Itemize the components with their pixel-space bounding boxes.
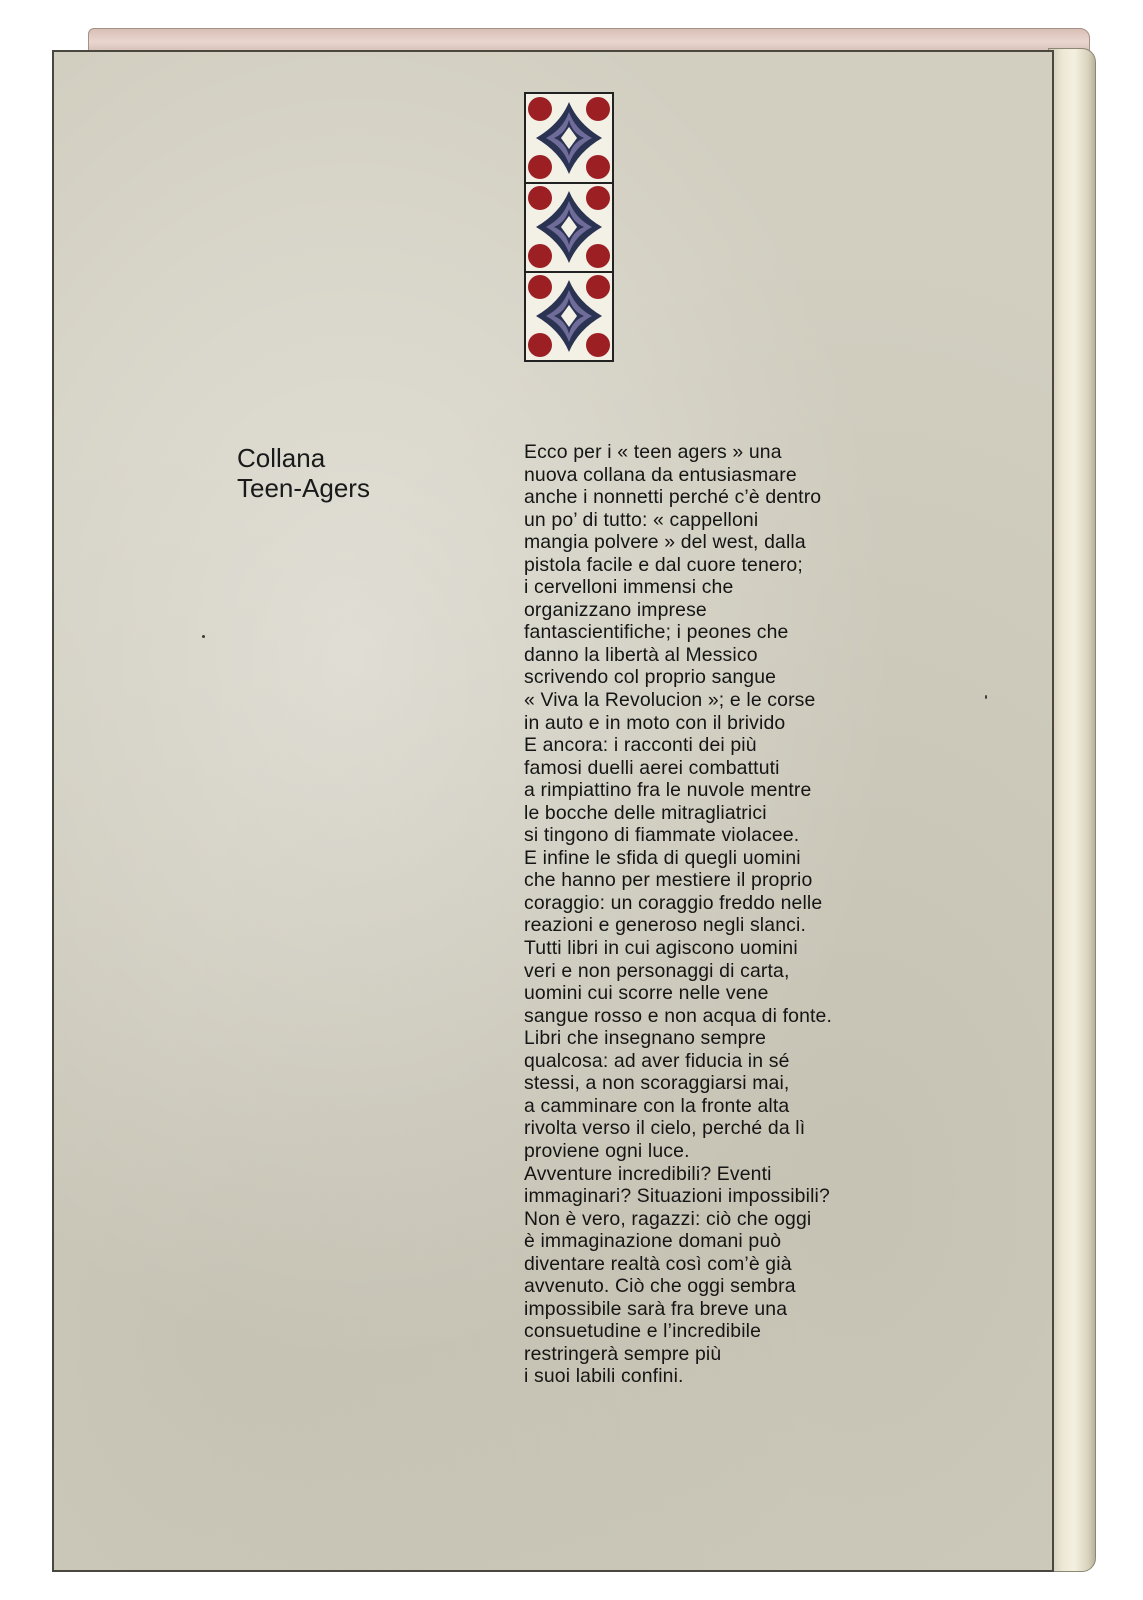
blurb-line: che hanno per mestiere il proprio [524,869,813,892]
blurb-line: veri e non personaggi di carta, [524,959,790,982]
series-title-line: Teen-Agers [237,473,370,503]
blurb-line: Non è vero, ragazzi: ciò che oggi [524,1207,812,1230]
blurb-line: sangue rosso e non acqua di fonte. [524,1004,833,1027]
blurb-line: restringerà sempre più [524,1342,722,1365]
blurb-line: i cervelloni immensi che [524,576,734,599]
blurb-line: le bocche delle mitragliatrici [524,801,767,824]
blurb-line: in auto e in moto con il brivido [524,711,786,734]
blurb-line: Ecco per i « teen agers » una [524,441,782,463]
blurb-line: stessi, a non scoraggiarsi mai, [524,1072,790,1095]
blurb-line: impossibile sarà fra breve una [524,1297,788,1320]
blurb-line: un po’ di tutto: « cappelloni [524,508,759,531]
ornament-tile [526,272,612,360]
blurb-line: consuetudine e l’incredibile [524,1320,762,1343]
blurb-line: pistola facile e dal cuore tenero; [524,553,803,576]
back-cover-blurb [524,441,884,1388]
blurb-line: immaginari? Situazioni impossibili? [524,1185,830,1208]
blurb-line: organizzano imprese [524,598,707,621]
blurb-line: fantascientifiche; i peones che [524,621,789,644]
blurb-line: anche i nonnetti perché c’è dentro [524,486,822,509]
blurb-line: E infine le sfida di quegli uomini [524,846,801,869]
blurb-line: Tutti libri in cui agiscono uomini [524,937,798,960]
speck [202,635,205,638]
speck [985,695,987,699]
ornament-tile-graphic [526,183,612,271]
blurb-line: Libri che insegnano sempre [524,1027,767,1050]
book-spine [1048,48,1096,1572]
blurb-line: proviene ogni luce. [524,1139,690,1162]
ornament-tile-graphic [526,272,612,360]
series-title-line: Collana [237,443,326,473]
blurb-line: rivolta verso il cielo, perché da lì [524,1117,806,1140]
blurb-line: nuova collana da entusiasmare [524,463,797,486]
blurb-line: « Viva la Revolucion »; e le corse [524,689,816,712]
ornament-tile-graphic [526,94,612,182]
blurb-line: diventare realtà così com’è già [524,1252,792,1275]
ornament-tile [526,183,612,273]
blurb-line: scrivendo col proprio sangue [524,666,777,689]
blurb-line: mangia polvere » del west, dalla [524,531,806,554]
blurb-line: Avventure incredibili? Eventi [524,1162,772,1185]
blurb-line: a camminare con la fronte alta [524,1094,790,1117]
blurb-line: danno la libertà al Messico [524,643,758,666]
blurb-line: a rimpiattino fra le nuvole mentre [524,779,812,802]
decorative-tile-column [524,92,614,362]
blurb-line: reazioni e generoso negli slanci. [524,914,806,937]
blurb-line: uomini cui scorre nelle vene [524,982,769,1005]
blurb-line: E ancora: i racconti dei più [524,734,757,757]
blurb-line: famosi duelli aerei combattuti [524,756,780,779]
blurb-line: i suoi labili confini. [524,1365,684,1388]
ornament-tile [526,94,612,184]
series-title [237,443,457,503]
blurb-line: è immaginazione domani può [524,1230,782,1253]
blurb-line: qualcosa: ad aver fiducia in sé [524,1049,790,1072]
blurb-line: avvenuto. Ciò che oggi sembra [524,1275,796,1298]
blurb-line: si tingono di fiammate violacee. [524,824,800,847]
blurb-line: coraggio: un coraggio freddo nelle [524,891,823,914]
